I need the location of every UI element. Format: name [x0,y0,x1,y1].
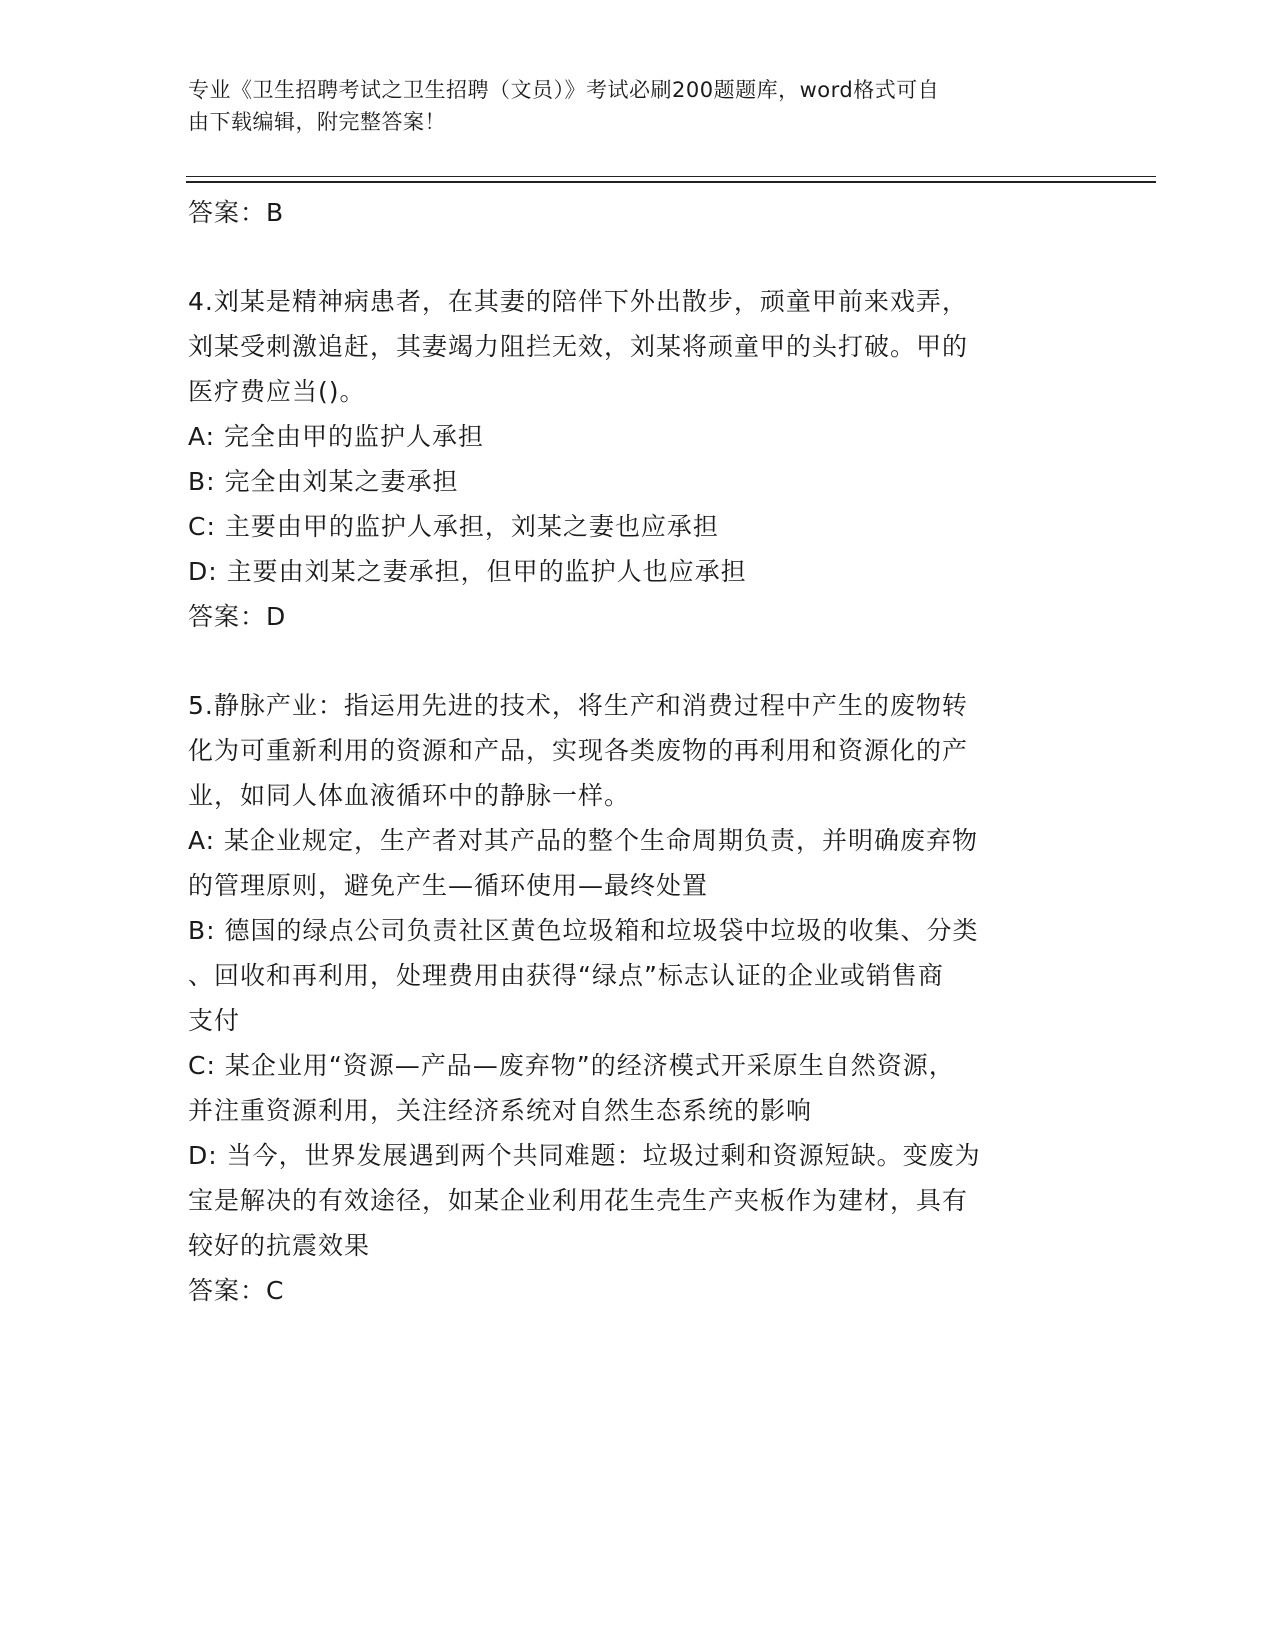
option-text-line: C: 主要由甲的监护人承担，刘某之妻也应承担 [188,512,719,541]
option-text-line: 宝是解决的有效途径，如某企业利用花生壳生产夹板作为建材，具有 [188,1186,969,1215]
option-text-line: 较好的抗震效果 [188,1231,371,1260]
question-text-line: 刘某受刺激追赶，其妻竭力阻拦无效，刘某将顽童甲的头打破。甲的 [188,332,969,361]
option-text-line: D: 主要由刘某之妻承担，但甲的监护人也应承担 [188,557,747,586]
answer-line: 答案：C [188,1276,285,1305]
question-stem [188,683,1088,818]
header-line: 由下载编辑，附完整答案！ [188,110,446,134]
header-divider [186,176,1156,177]
question-text-line: 5.静脉产业：指运用先进的技术，将生产和消费过程中产生的废物转 [188,691,968,720]
option-text-line: A: 完全由甲的监护人承担 [188,422,485,451]
spacer [188,639,1088,683]
option-b [188,459,1088,504]
option-d [188,1133,1088,1268]
document-header [188,74,1088,138]
question-block [188,683,1088,1313]
question-text-line: 医疗费应当()。 [188,377,366,406]
option-a [188,818,1088,908]
option-text-line: 的管理原则，避免产生—循环使用—最终处置 [188,871,709,900]
header-line: 专业《卫生招聘考试之卫生招聘（文员）》考试必刷200题题库，word格式可自 [188,78,940,102]
option-text-line: C: 某企业用“资源—产品—废弃物”的经济模式开采原生自然资源， [188,1051,955,1080]
question-text-line: 4.刘某是精神病患者，在其妻的陪伴下外出散步，顽童甲前来戏弄， [188,287,968,316]
option-a [188,414,1088,459]
option-text-line: 支付 [188,1006,241,1035]
question-text-line: 化为可重新利用的资源和产品，实现各类废物的再利用和资源化的产 [188,736,969,765]
option-b [188,908,1088,1043]
answer-line: 答案：B [188,198,285,227]
option-text-line: B: 德国的绿点公司负责社区黄色垃圾箱和垃圾袋中垃圾的收集、分类 [188,916,979,945]
option-c [188,504,1088,549]
option-text-line: 并注重资源利用，关注经济系统对自然生态系统的影响 [188,1096,813,1125]
option-text-line: D: 当今，世界发展遇到两个共同难题：垃圾过剩和资源短缺。变废为 [188,1141,981,1170]
option-c [188,1043,1088,1133]
option-text-line: 、回收和再利用，处理费用由获得“绿点”标志认证的企业或销售商 [188,961,944,990]
option-text-line: B: 完全由刘某之妻承担 [188,467,459,496]
answer-line: 答案：D [188,602,287,631]
option-text-line: A: 某企业规定，生产者对其产品的整个生命周期负责，并明确废弃物 [188,826,979,855]
question-text-line: 业，如同人体血液循环中的静脉一样。 [188,781,631,810]
header-divider-thick [186,181,1156,183]
question-list [188,190,1088,1313]
question-stem [188,279,1088,414]
spacer [188,235,1088,279]
option-d [188,549,1088,594]
question-block [188,279,1088,639]
